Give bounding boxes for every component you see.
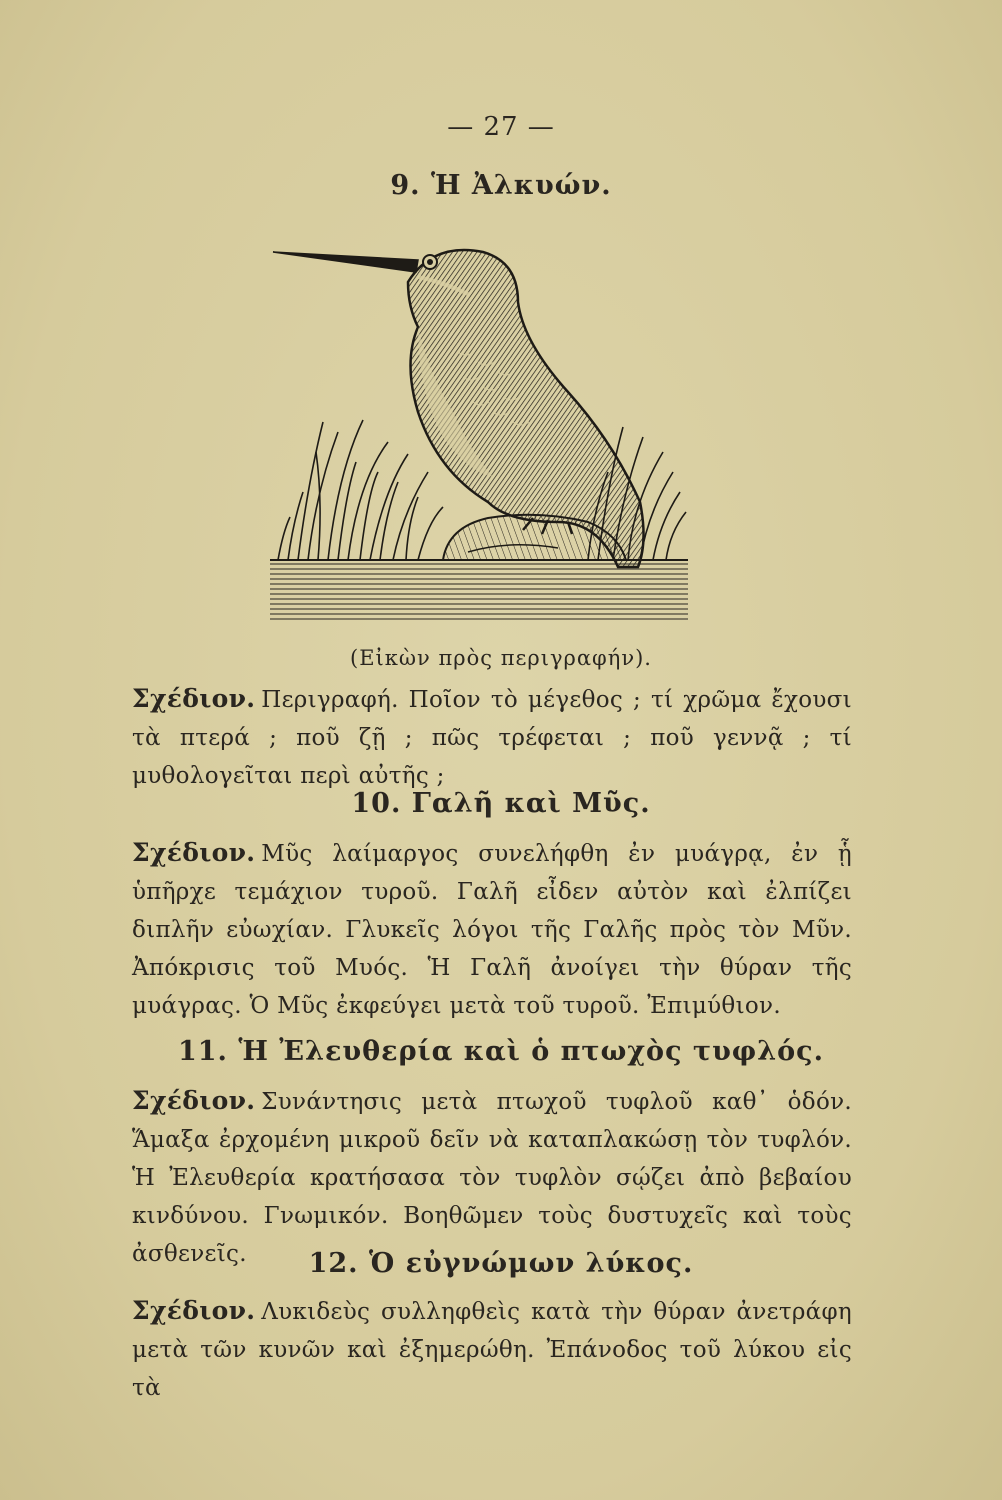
kingfisher-engraving-icon	[268, 222, 690, 634]
page-number: — 27 —	[447, 112, 555, 142]
plan-text: Λυκιδεὺς συλληφθεὶς κατὰ τὴν θύραν ἀνετράφη μετὰ τῶν κυνῶν καὶ ἐξημερώθη. Ἐπάνοδος τοῦ λύκου εἰς τὰ	[132, 1299, 852, 1401]
section-plan-9	[132, 680, 852, 795]
figure-caption: (Εἰκὼν πρὸς περιγραφήν).	[350, 646, 652, 670]
plan-label: Σχέδιον.	[132, 838, 256, 867]
section-plan-12	[132, 1292, 852, 1407]
plan-text: Μῦς λαίμαργος συνελήφθη ἐν μυάγρᾳ, ἐν ᾗ ὑπῆρχε τεμάχιον τυροῦ. Γαλῆ εἶδεν αὐτὸν καὶ ἐλπίζει διπλῆν εὐωχίαν. Γλυκεῖς λόγοι τῆς Γαλῆς πρὸς τὸν Μῦν. Ἀπόκρισις τοῦ Μυός. Ἡ Γαλῆ ἀνοίγει τὴν θύραν τῆς μυάγρας. Ὁ Μῦς ἐκφεύγει μετὰ τοῦ τυροῦ. Ἐπιμύθιον.	[132, 841, 852, 1019]
section-heading-11: 11. Ἡ Ἐλευθερία καὶ ὁ πτωχὸς τυφλός.	[177, 1036, 825, 1067]
section-heading-10: 10. Γαλῆ καὶ Μῦς.	[351, 788, 651, 819]
plan-label: Σχέδιον.	[132, 1296, 256, 1325]
plan-label: Σχέδιον.	[132, 1086, 256, 1115]
plan-text: Περιγραφή. Ποῖον τὸ μέγεθος ; τί χρῶμα ἔχουσι τὰ πτερά ; ποῦ ζῇ ; πῶς τρέφεται ; ποῦ γεννᾷ ; τί μυθολογεῖται περὶ αὐτῆς ;	[132, 687, 852, 789]
plan-text: Συνάντησις μετὰ πτωχοῦ τυφλοῦ καθ᾽ ὁδόν. Ἅμαξα ἐρχομένη μικροῦ δεῖν νὰ καταπλακώσῃ τὸν τυφλόν. Ἡ Ἐλευθερία κρατήσασα τὸν τυφλὸν σῴζει ἀπὸ βεβαίου κινδύνου. Γνωμικόν. Βοηθῶμεν τοὺς δυστυχεῖς καὶ τοὺς ἀσθενεῖς.	[132, 1089, 852, 1267]
section-heading-9: 9. Ἡ Ἀλκυών.	[390, 170, 612, 201]
section-plan-11	[132, 1082, 852, 1273]
section-heading-12: 12. Ὁ εὐγνώμων λύκος.	[308, 1248, 694, 1279]
plan-label: Σχέδιον.	[132, 684, 256, 713]
section-plan-10	[132, 834, 852, 1025]
